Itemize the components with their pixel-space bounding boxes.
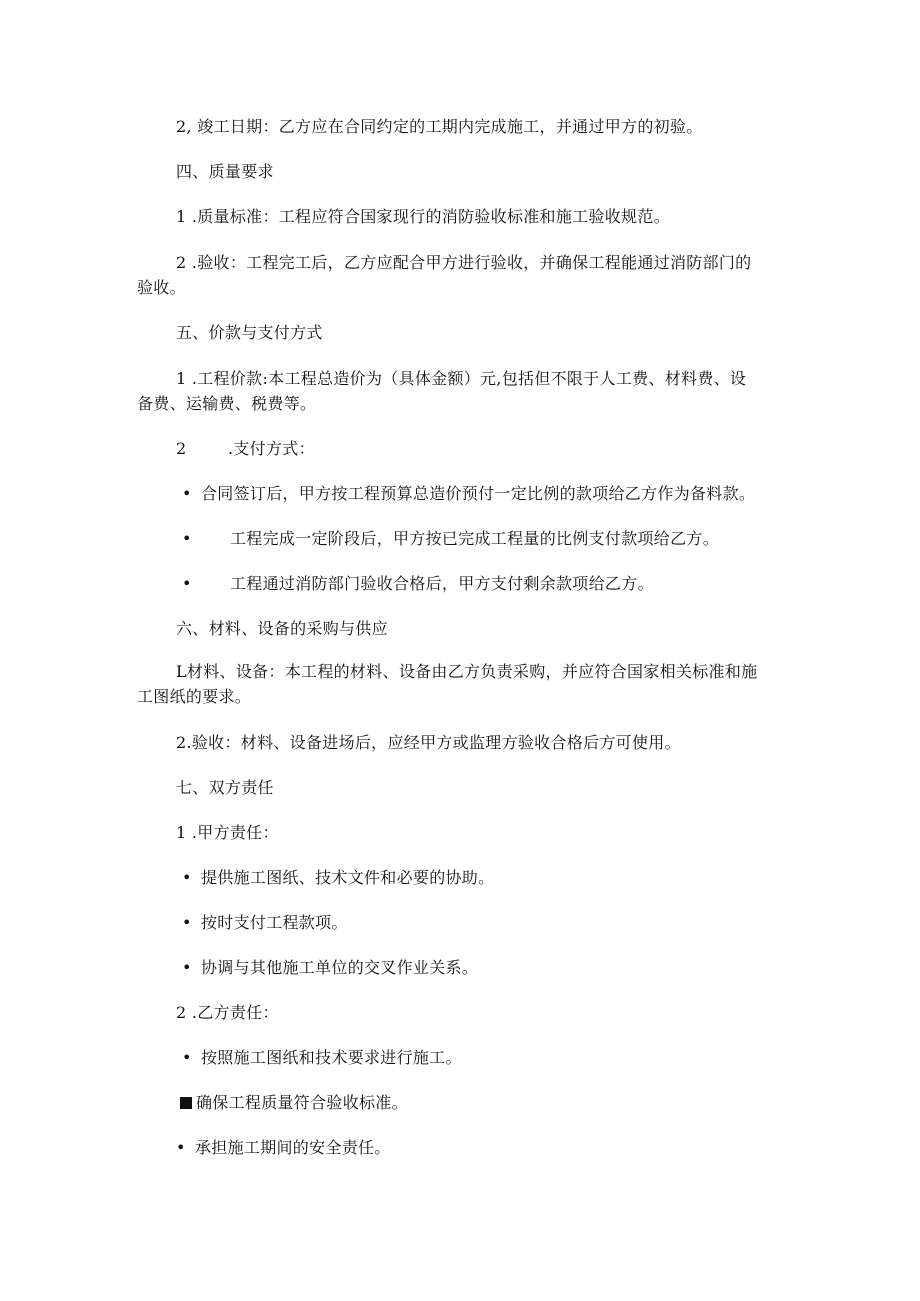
bullet-marker: • [182,958,192,977]
payment-item-advance: 合同签订后，甲方按工程预算总造价预付一定比例的款项给乙方作为备料款。 [201,484,756,503]
party-b-item-construction: 按照施工图纸和技术要求进行施工。 [201,1048,462,1067]
bullet-marker: • [182,1048,192,1067]
bullet-marker: • [182,574,192,593]
bullet-marker: • [182,868,192,887]
party-a-item-drawings: 提供施工图纸、技术文件和必要的协助。 [201,868,495,887]
party-b-responsibility-heading: 2 .乙方责任： [176,1003,279,1022]
quality-standard-clause: 1 .质量标准：工程应符合国家现行的消防验收标准和施工验收规范。 [176,207,670,226]
section-heading-materials: 六、材料、设备的采购与供应 [176,619,388,638]
price-clause-line1: 1 .工程价款:本工程总造价为（具体金额）元,包括但不限于人工费、材料费、设 [176,369,747,388]
materials-clause-line2: 工图纸的要求。 [137,687,252,706]
party-a-responsibility-heading: 1 .甲方责任： [176,823,279,842]
section-heading-payment: 五、价款与支付方式 [176,323,323,342]
materials-clause-line1: L材料、设备：本工程的材料、设备由乙方负责采购，并应符合国家相关标准和施 [176,662,758,681]
bullet-marker: • [182,484,192,503]
price-clause-line2: 备费、运输费、税费等。 [137,394,317,413]
party-b-item-quality: 确保工程质量符合验收标准。 [196,1093,408,1112]
payment-method-label: .支付方式： [228,439,315,458]
acceptance-clause-line2: 验收。 [137,278,186,297]
acceptance-clause-line1: 2 .验收：工程完工后，乙方应配合甲方进行验收，并确保工程能通过消防部门的 [176,253,752,272]
bullet-marker: • [182,913,192,932]
party-b-item-safety: 承担施工期间的安全责任。 [195,1138,391,1157]
party-a-item-payment: 按时支付工程款项。 [201,913,348,932]
bullet-marker: • [182,529,192,548]
section-heading-responsibilities: 七、双方责任 [176,778,274,797]
party-a-item-coordination: 协调与其他施工单位的交叉作业关系。 [201,958,479,977]
bullet-marker: • [176,1138,186,1157]
payment-method-number: 2 [176,439,187,458]
party-b-item-quality-row [180,1091,408,1115]
payment-item-progress: 工程完成一定阶段后，甲方按已完成工程量的比例支付款项给乙方。 [230,529,720,548]
payment-item-final: 工程通过消防部门验收合格后，甲方支付剩余款项给乙方。 [230,574,654,593]
square-bullet-icon [180,1097,192,1109]
completion-date-clause: 2, 竣工日期：乙方应在合同约定的工期内完成施工，并通过甲方的初验。 [176,117,703,136]
section-heading-quality: 四、质量要求 [176,162,274,181]
materials-acceptance-clause: 2.验收：材料、设备进场后，应经甲方或监理方验收合格后方可使用。 [176,733,681,752]
